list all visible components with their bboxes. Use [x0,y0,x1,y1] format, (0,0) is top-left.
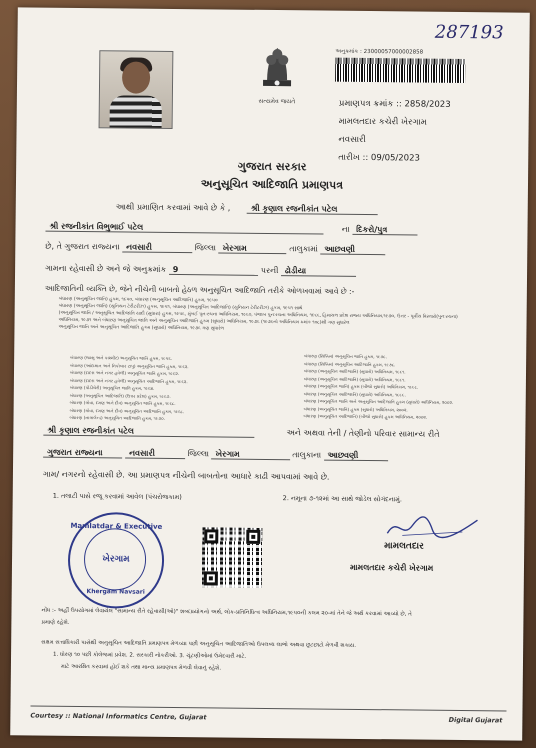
parent-name: શ્રી રજનીકાંત વિભુભાઈ પટેલ [45,222,323,235]
handwritten-number: 287193 [434,21,504,44]
district-name: નવસારી [338,134,366,145]
barcode-number: અનુક્રમાંક : 23000057000002858 [335,48,424,56]
seal-top-text: Mamlatdar & Executive [70,521,163,531]
order-item: બંધારણ (દાદરા અને નગર હવેલી) અનુસૂચિત જાતિ હુકમ, ૧૯૬૨. [69,369,180,377]
law-line: અધિનિયમ, ૧૯૭૧ અને બંધારણ અનુસૂચિત જાતિ અને અનુસૂચિત આદિજાતિ હુકમ (સુધારો) અધિનિયમ, ૧૯૭૬ (૧૯૭૬નો અધિનિયમ ક્રમાંક ૧૦૮)થી ગણ સુધારેલ [58,317,350,326]
cert-number-value: :: 2858/2023 [396,99,451,110]
certificate-page [10,7,530,740]
line-basis-intro: ગામ/ નગરનો રહેવાસી છે. આ પ્રમાણપત્ર નીચેની બાબતોના આધારે કાઢી આપવામાં આવે છે. [42,469,330,482]
family-applicant-name: શ્રી કૃણાલ રજનીકાંત પટેલ [43,426,254,438]
state-text-2: ગુજરાત રાજ્યના [43,448,123,459]
usage-line: સક્ષમ સત્તાધિકારી પાસેથી અનુસૂચિત આદિજાતિ પ્રમાણપત્ર મેળવ્યા પછી અનુસૂચિત આદિજાતિઓ ઉપલબ્ધ લાભો અથવા છૂટછાટો મેળવી શકાય. [41,639,357,649]
serial-value: 9 [169,265,259,276]
cert-date-value: :: 09/05/2023 [362,152,420,164]
order-item: બંધારણ (સિક્કિમ) અનુસૂચિત આદિજાતિ હુકમ, ૧૯૭૮. [304,360,396,367]
law-line: બંધારણ (અનુસૂચિત જાતિ) (યુનિયન ટેરીટરીઝ) હુકમ, ૧૯૫૧, બંધારણ (અનુસૂચિત આદિજાતિ) (યુનિયન ટેરીટરીઝ) હુકમ, ૧૯૫૧ સાથે [58,303,303,312]
basis-item-2: 2. નમૂના ૭-૧૨માં આ સાથે જોડેલ સોગંદનામું. [282,494,402,504]
footer-courtesy: Courtesy :: National Informatics Centre, Gujarat [30,711,207,722]
law-line: અનુસૂચિત જાતિ અને અનુસૂચિત આદિજાતિ હુકમ (સુધારો) અધિનિયમ, ૧૯૭૬ ગણ સુધારેલ [58,324,224,332]
district-label-2: જિલ્લા [187,449,210,459]
office-name: મામલતદાર કચેરી ખેરગામ [338,116,427,128]
order-item: બંધારણ (અનુસૂચિત આદિજાતિ) (બીજો સુધારો) હુકમ અધિનિયમ, ૨૦૦૨. [303,413,428,420]
law-paragraph [58,296,498,336]
line-serial [45,264,356,277]
taluka-value-2: ખેરગામ [212,449,290,460]
line-tribe-statement: આદિજાતિની વ્યક્તિ છે, જેને નીચેની બાબતો હેઠળ અનુસૂચિત આદિજાતિ તરીકે ઓળખવામાં આવે છે :- [44,283,355,296]
order-item: બંધારણ (પોંડીચેરી) અનુસૂચિત જાતિ હુકમ, ૧૯૬૪. [69,384,155,391]
cert-date-label: તારીખ [338,152,360,163]
village-value: આછવણી [320,245,385,256]
caste-label: પરની [260,265,279,276]
order-item: બંધારણ (ગોવા, દમણ અને દીવ) અનુસૂચિત આદિજાતિ હુકમ, ૧૯૬૮. [69,407,185,414]
note-line-2: પ્રમાણે રહેશે. [41,619,70,626]
footer-divider [31,706,507,712]
footer-brand: Digital Gujarat [448,715,503,725]
emblem-caption: સત્યમેવ જયતે [258,97,296,106]
certify-text: આથી પ્રમાણિત કરવામાં આવે છે કે , [115,202,231,213]
district-value: નવસારી [122,242,192,253]
order-item: બંધારણ (નાગાલેન્ડ) અનુસૂચિત આદિજાતિ હુકમ, ૧૯૭૦. [69,414,166,421]
certificate-title: અનુસૂચિત આદિજાતિ પ્રમાણપત્ર [200,177,344,192]
taluka-value: ખેરગામ [219,243,287,254]
order-item: બંધારણ (અનુસૂચિત જાતિ અને અનુસૂચિત આદિજાતિ હુકમ (સુધારો) અધિનિયમ, ૨૦૦૨. [303,398,454,405]
basis-item-1: 1. તલાટી પાસે રજૂ કરવામાં આવેલ (પંચરોજકામ) [52,491,182,502]
relation-value: દિકરો/પુત્ર [352,225,417,236]
order-item: બંધારણ (અનુસૂચિત આદિજાતિ) (સુધારો) અધિનિયમ, ૧૯૯૧. [304,368,406,375]
applicant-photo [99,50,174,129]
qr-code [202,527,263,588]
taluka-label: તાલુકામાં [289,244,318,254]
applicant-name: શ્રી કૃણાલ રજનીકાંત પટેલ [247,204,378,215]
state-text: છે, તે ગુજરાત રાજ્યના [45,241,120,252]
line-family [43,426,439,440]
line-parent [45,222,417,236]
law-line: (અનુસૂચિત જાતિ / અનુસૂચિત આદિજાતિ યાદી (સુધારા) હુકમ, ૧૯૫૬, મુંબઈ પુનઃરચના અધિનિયમ, ૧૯૬૦, પંજાબ પુનઃરચના અધિનિયમ, ૧૯૬૬, હિમાચલ પ્રદેશ રાજ્ય અધિનિયમ,૧૯૭૦, ઉત્તર - પૂર્વીય વિસ્તારો(પુનઃરચના) [58,310,458,320]
caste-value: ઢોડીયા [281,266,356,277]
line-residence [45,242,385,256]
national-emblem-icon [257,38,298,98]
cert-number-row [339,95,451,114]
signatory-office: મામલતદાર કચેરી ખેરગામ [349,562,434,573]
family-text: અને અથવા તેની / તેણીનો પરિવાર સામાન્ય રીતે [286,428,440,439]
order-item: બંધારણ (અનુસૂચિત આદિજાતિ) (સુધારો) અધિનિયમ, ૧૯૯૯. [303,390,406,397]
order-item: બંધારણ (દાદરા અને નગર હવેલી) અનુસૂચિત આદિજાતિ હુકમ, ૧૯૬૨. [69,377,188,384]
law-line: બંધારણ (અનુસૂચિત જાતિ) હુકમ, ૧૯૫૦, બંધારણ (અનુસૂચિત આદિજાતિ) હુકમ, ૧૯૫૦ [58,296,218,304]
district-label: જિલ્લા [194,243,217,253]
taluka-label-2: તાલુકાના [292,450,322,460]
signature [382,511,482,542]
order-item: બંધારણ (અનુસૂચિત જાતિ) હુકમ (બીજો સુધારો) અધિનિયમ, ૧૯૯૮. [303,383,419,390]
orders-left-column [69,354,270,424]
order-item: બંધારણ (અનુસૂચિત આદિજાતિ) (સુધારો) અધિનિયમ, ૧૯૯૧. [303,375,406,382]
barcode [335,58,465,83]
government-heading: ગુજરાત સરકાર [237,159,307,174]
seal-middle-text: ખેરગામ [102,554,130,565]
order-item: બંધારણ (સિક્કિમ) અનુસૂચિત જાતિ હુકમ, ૧૯૭૮. [304,353,387,360]
orders-right-column [304,352,505,422]
order-item: બંધારણ (ગોવા, દમણ અને દીવ) અનુસૂચિત જાતિ હુકમ, ૧૯૬૮. [69,399,176,407]
barcode-block [335,49,465,83]
order-item: બંધારણ (આંદામાન અને નિકોબાર ટાપુ) અનુસૂચિત જાતિ હુકમ, ૧૯૬૨. [70,362,189,369]
usage-points-2: માટે આરક્ષિત કરવામાં હોઈ શકે તથા માન્ય પ્રમાણપત્ર મેળવી લેવાનું રહેશે. [60,663,222,672]
line-certify [116,202,378,215]
village-value-2: આછવણી [324,451,389,462]
usage-points: 1. ધોરણ ૧૦ પછી કોલેજમાં પ્રવેશ. 2. સરકારી નોકરીઓ. 3. ચૂંટણીઓમાં ઉમેદવારી માટે. [53,651,247,660]
order-item: બંધારણ (અનુસૂચિત આદિજાતિ) (ઉત્તર પ્રદેશ) હુકમ, ૧૯૬૭. [69,392,171,399]
serial-text: ગામના રહેવાસી છે અને જે અનુક્રમાંક [45,263,167,274]
seal-bottom-text: Khergam Navsari [86,588,145,596]
certificate-info [338,95,451,168]
note-line: નોંધ :- અહીં ઉપયોગમાં લેવાયેલ "સામાન્ય રીતે રહેવાસી(ઓ)" શબ્દપ્રયોગનો અર્થ, લોક-પ્રતિનિધિત્વ અધિનિયમ,૧૯૫૦ની કલમ ૨૦-માં તેને જે અર્થ કરવામાં આવ્યો છે, તે [41,607,412,618]
official-seal [68,512,165,609]
district-value-2: નવસારી [125,448,185,459]
order-item: બંધારણ (જમ્મુ અને કાશ્મીર) અનુસૂચિત જાતિ હુકમ, ૧૯૫૬. [70,354,173,361]
line-residence-2 [43,448,388,462]
order-item: બંધારણ (અનુસૂચિત જાતિ) હુકમ (સુધારો) અધિનિયમ, ૨૦૦૨. [303,405,408,412]
relation-prefix: ના [341,224,350,234]
cert-number-label: પ્રમાણપત્ર ક્રમાંક [338,98,394,110]
signatory-title: મામલતદાર [384,541,424,552]
